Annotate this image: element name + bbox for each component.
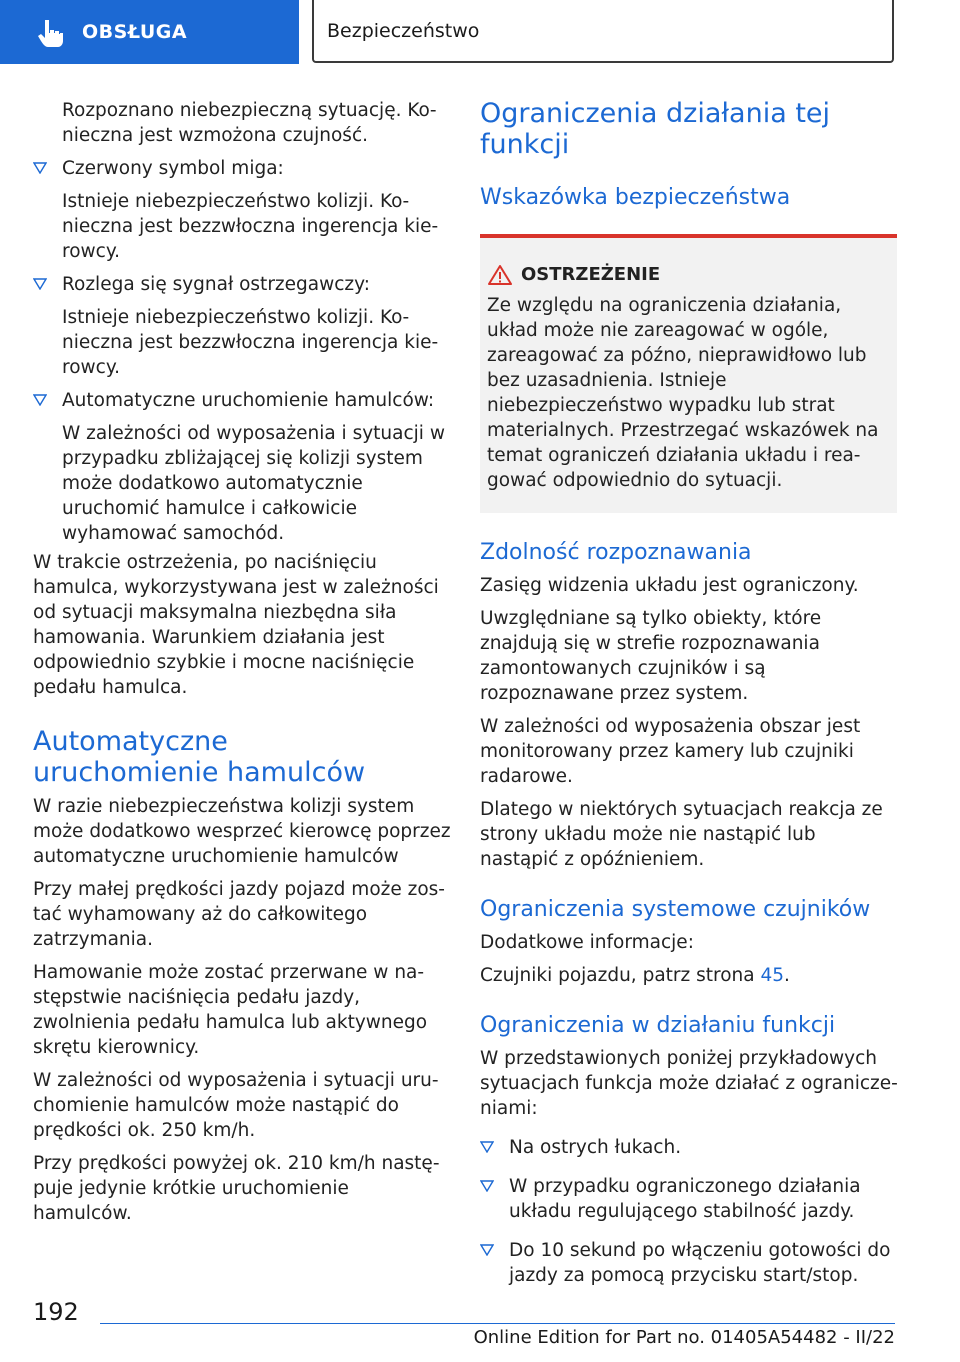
paragraph: W razie niebezpieczeństwa kolizji system może dodatkowo wesprzeć kierowcę poprzez automatyczne uruchomienie hamulców <box>33 796 451 867</box>
list-item <box>33 388 451 546</box>
heading-detection-capability: Zdolność rozpoznawania <box>480 540 752 565</box>
chapter-title: OBSŁUGA <box>82 21 188 43</box>
list-item-text: Czerwony symbol miga: <box>62 158 284 179</box>
heading-function-restrictions: Ograniczenia w działaniu funkcji <box>480 1013 836 1038</box>
triangle-bullet-icon <box>33 278 47 290</box>
triangle-bullet-icon <box>480 1244 494 1256</box>
section-title: Bezpieczeństwo <box>327 19 480 42</box>
right-column <box>480 98 898 1296</box>
heading-function-limits: Ograniczenia działania tej funkcji <box>480 98 831 160</box>
list-item-text: Rozlega się sygnał ostrzegawczy: <box>62 274 370 295</box>
paragraph: Rozpoznano niebezpieczną sytuację. Konieczna jest wzmożona czujność. <box>62 100 437 146</box>
list-item-detail: W zależności od wyposażenia i sytuacji w przypadku zbliżającej się kolizji system może dodatkowo automatycznie uruchomić hamulce i całkowicie wyhamować samochód. <box>62 423 445 544</box>
left-column <box>33 98 451 1234</box>
list-item <box>480 1238 898 1288</box>
triangle-bullet-icon <box>33 394 47 406</box>
hand-pointer-icon <box>36 16 68 48</box>
paragraph: Uwzględniane są tylko obiekty, które znajdują się w strefie rozpoznawania zamontowanych czujników i są rozpoznawane przez system. <box>480 608 822 704</box>
footer-edition: Online Edition for Part no. 01405A54482 - II/22 <box>473 1327 895 1348</box>
cross-reference-text: Czujniki pojazdu, patrz strona <box>480 965 761 986</box>
paragraph: W przedstawionych poniżej przykładowych sytuacjach funkcja może działać z ograniczeniami: <box>480 1048 898 1119</box>
heading-safety-note: Wskazówka bezpieczeństwa <box>480 185 791 210</box>
list-item <box>480 1135 898 1160</box>
cross-reference-suffix: . <box>784 965 790 986</box>
heading-automatic-braking: Automatyczne uruchomienie hamulców <box>33 726 366 788</box>
list-item <box>33 156 451 264</box>
paragraph: Dodatkowe informacje: <box>480 932 694 953</box>
triangle-bullet-icon <box>480 1141 494 1153</box>
triangle-bullet-icon <box>480 1180 494 1192</box>
page-link[interactable]: 45 <box>760 965 785 986</box>
page-number: 192 <box>33 1298 79 1326</box>
section-header <box>312 0 894 63</box>
paragraph: W zależności od wyposażenia obszar jest monitorowany przez kamery lub czujniki radarowe. <box>480 716 861 787</box>
warning-title: OSTRZEŻENIE <box>521 264 661 285</box>
paragraph: Zasięg widzenia układu jest ograniczony. <box>480 575 859 596</box>
list-item-detail: Istnieje niebezpieczeństwo kolizji. Konieczna jest bezzwłoczna ingerencja kierowcy. <box>62 191 439 262</box>
list-item <box>33 272 451 380</box>
paragraph: W zależności od wyposażenia i sytuacji uruchomienie hamulców może nastąpić do prędkości ok. 250 km/h. <box>33 1070 439 1141</box>
triangle-bullet-icon <box>33 162 47 174</box>
paragraph: W trakcie ostrzeżenia, po naciśnięciu hamulca, wykorzystywana jest w zależności od sytuacji maksymalna niezbędna siła hamowania. Warunkiem działania jest odpowiednio szybkie i mocne naciśnięcie pedału hamulca. <box>33 552 439 698</box>
paragraph: Dlatego w niektórych sytuacjach reakcja ze strony układu może nie nastąpić lub nastąpić z opóźnieniem. <box>480 799 883 870</box>
warning-header <box>487 262 889 287</box>
paragraph <box>480 963 898 988</box>
warning-box <box>480 234 897 513</box>
list-item-text: Automatyczne uruchomienie hamulców: <box>62 390 435 411</box>
list-item-text: Na ostrych łukach. <box>509 1137 682 1158</box>
warning-triangle-icon <box>487 264 513 286</box>
paragraph: Przy małej prędkości jazdy pojazd może zostać wyhamowany aż do całkowitego zatrzymania. <box>33 879 445 950</box>
paragraph: Hamowanie może zostać przerwane w następstwie naciśnięcia pedału jazdy, zwolnienia pedału hamulca lub aktywnego skrętu kierownicy. <box>33 962 428 1058</box>
list-item-text: W przypadku ograniczonego działania układu regulującego stabilność jazdy. <box>509 1176 861 1222</box>
list-item-detail: Istnieje niebezpieczeństwo kolizji. Konieczna jest bezzwłoczna ingerencja kierowcy. <box>62 307 439 378</box>
chapter-tab <box>0 0 299 64</box>
list-item <box>480 1174 898 1224</box>
footer-divider <box>100 1323 895 1324</box>
heading-sensor-limits: Ograniczenia systemowe czujników <box>480 897 871 922</box>
list-item-text: Do 10 sekund po włączeniu gotowości do jazdy za pomocą przycisku start/stop. <box>509 1240 891 1286</box>
warning-text: Ze względu na ograniczenia działania, układ może nie zareagować w ogóle, zareagować za późno, nieprawidłowo lub bez uzasadnienia. Istnieje niebezpieczeństwo wypadku lub strat materialnych. Przestrzegać wskazówek na temat ograniczeń działania układu i reagować odpowiednio do sytuacji. <box>487 295 879 491</box>
paragraph: Przy prędkości powyżej ok. 210 km/h następuje jedynie krótkie uruchomienie hamulców. <box>33 1153 440 1224</box>
